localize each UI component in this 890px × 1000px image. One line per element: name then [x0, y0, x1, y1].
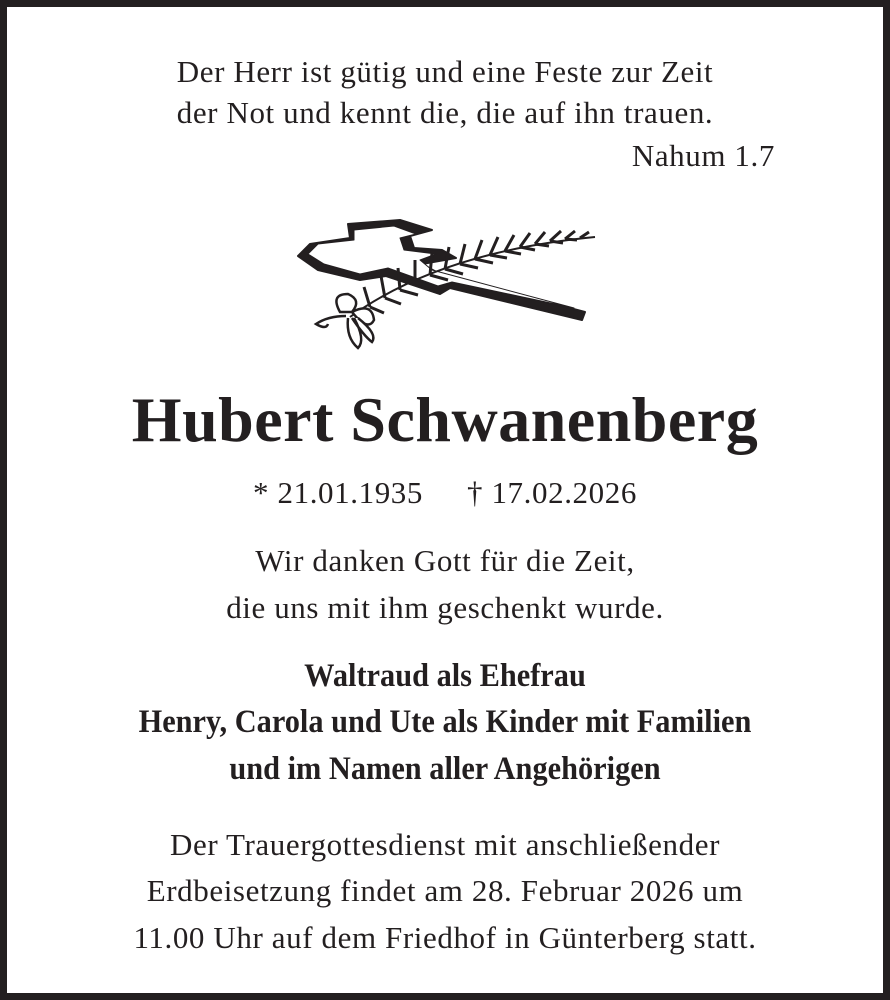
service-line: 11.00 Uhr auf dem Friedhof in Günterberg statt. — [133, 920, 757, 955]
death-date: † 17.02.2026 — [467, 475, 637, 510]
life-dates — [0, 477, 890, 508]
mourner-line: und im Namen aller Angehörigen — [229, 751, 661, 787]
thanks-line: die uns mit ihm geschenkt wurde. — [226, 590, 664, 625]
mourner-line: Waltraud als Ehefrau — [304, 658, 586, 694]
deceased-name: Hubert Schwanenberg — [131, 384, 759, 455]
birth-date: * 21.01.1935 — [253, 475, 423, 510]
service-line: Der Trauergottesdienst mit anschließender — [169, 827, 721, 862]
verse-line: der Not und kennt die, die auf ihn trauen. — [176, 95, 714, 130]
verse-reference: Nahum 1.7 — [631, 138, 775, 173]
mourner-line: Henry, Carola und Ute als Kinder mit Familien — [138, 704, 752, 740]
thanks-line: Wir danken Gott für die Zeit, — [255, 543, 635, 578]
service-line: Erdbeisetzung findet am 28. Februar 2026 um — [146, 873, 744, 908]
verse-line: Der Herr ist gütig und eine Feste zur Zeit — [176, 54, 714, 89]
cross-with-palm-branch-icon — [290, 212, 610, 357]
